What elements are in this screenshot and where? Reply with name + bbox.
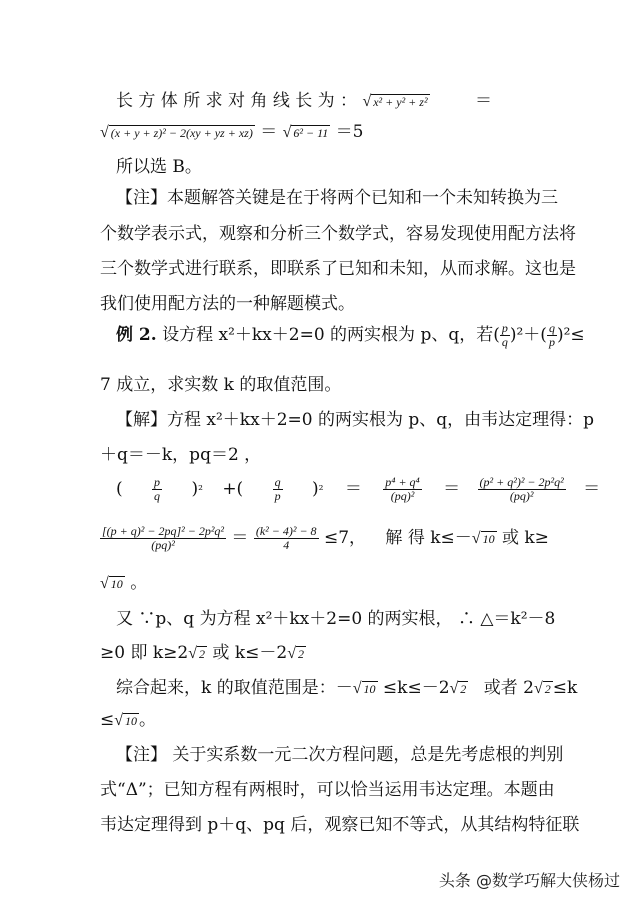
note1-line1: 【注】本题解答关键是在于将两个已知和一个未知转换为三 xyxy=(116,188,558,208)
again-line1: 又 ∵p、q 为方程 x²＋kx＋2=0 的两实根， ∴ △＝k²－8 xyxy=(116,609,556,629)
fraction-line2: $\frac{\text{[(p + q)² − 2pq]² − 2p²q²}}{\text{(pq)²}}$ ＝ $\frac{\text{(k² − 4)² − 8}}{4}$ ≤7， 解 得 k≤－√ 10 或 k≥ xyxy=(102,524,549,552)
answer-line: 所以选 B。 xyxy=(116,157,202,177)
combine-line2: ≤√ 10 。 xyxy=(100,710,157,730)
note2-line1: 【注】 关于实系数一元二次方程问题，总是先考虑根的判别 xyxy=(116,745,564,765)
watermark: 头条 @数学巧解大侠杨过 xyxy=(438,871,620,890)
solution-line1: 【解】方程 x²＋kx＋2=0 的两实根为 p、q，由韦达定理得：p xyxy=(116,410,595,430)
sqrt10-line: √ 10 。 xyxy=(100,573,148,593)
example-label: 例 2. xyxy=(116,325,157,345)
note2-line3: 韦达定理得到 p＋q、pq 后，观察已知不等式，从其结构特征联 xyxy=(100,815,580,835)
sqrt-expr: x² + y² + z² xyxy=(373,95,428,109)
note1-line3: 三个数学式进行联系，即联系了已知和未知，从而求解。这也是 xyxy=(100,259,576,279)
sqrt-calc-line: √ (x + y + z)² − 2(xy + yz + xz) ＝ √ 6² − 11 ＝5 xyxy=(100,122,364,142)
fraction-line1: ( $\frac{p}{q}$ )² +( $\frac{q}{p}$ )² ＝ $\frac{\text{p⁴ + q⁴}}{\text{(pq)²}}$ ＝ $\frac{\text{(p² + q²)² − 2p²q²}}{\text{(pq)²}}$ ＝ xyxy=(116,475,601,503)
sqrt-expr-2: (x + y + z)² − 2(xy + yz + xz) xyxy=(110,126,253,140)
diagonal-text: 长 方 体 所 求 对 角 线 长 为 ： xyxy=(116,91,358,111)
note1-line2: 个数学表示式，观察和分析三个数学式，容易发现使用配方法将 xyxy=(100,224,576,244)
example2-line2: 7 成立，求实数 k 的取值范围。 xyxy=(100,375,342,395)
again-line2: ≥0 即 k≥2√ 2 或 k≤－2√ 2 xyxy=(100,643,304,663)
sqrt-expr-3: 6² − 11 xyxy=(293,126,329,140)
note2-line2: 式“Δ”；已知方程有两根时，可以恰当运用韦达定理。本题由 xyxy=(100,780,555,800)
result: ＝5 xyxy=(335,122,364,142)
example2-line1: 例 2. 设方程 x²＋kx＋2=0 的两实根为 p、q，若( $\frac{p}{q}$ )²＋( $\frac{q}{p}$ )²≤ xyxy=(116,321,585,349)
equals: ＝ xyxy=(474,91,492,111)
equals-2: ＝ xyxy=(260,122,278,142)
solution-line2: ＋q＝－k，pq＝2 ， xyxy=(100,445,262,465)
note1-line4: 我们使用配方法的一种解题模式。 xyxy=(100,294,355,314)
diagonal-line: 长 方 体 所 求 对 角 线 长 为 ： √ x² + y² + z² ＝ xyxy=(116,91,492,111)
combine-line1: 综合起来，k 的取值范围是：－√ 10 ≤k≤－2√ 2 或者 2√ 2 ≤k xyxy=(116,678,578,698)
